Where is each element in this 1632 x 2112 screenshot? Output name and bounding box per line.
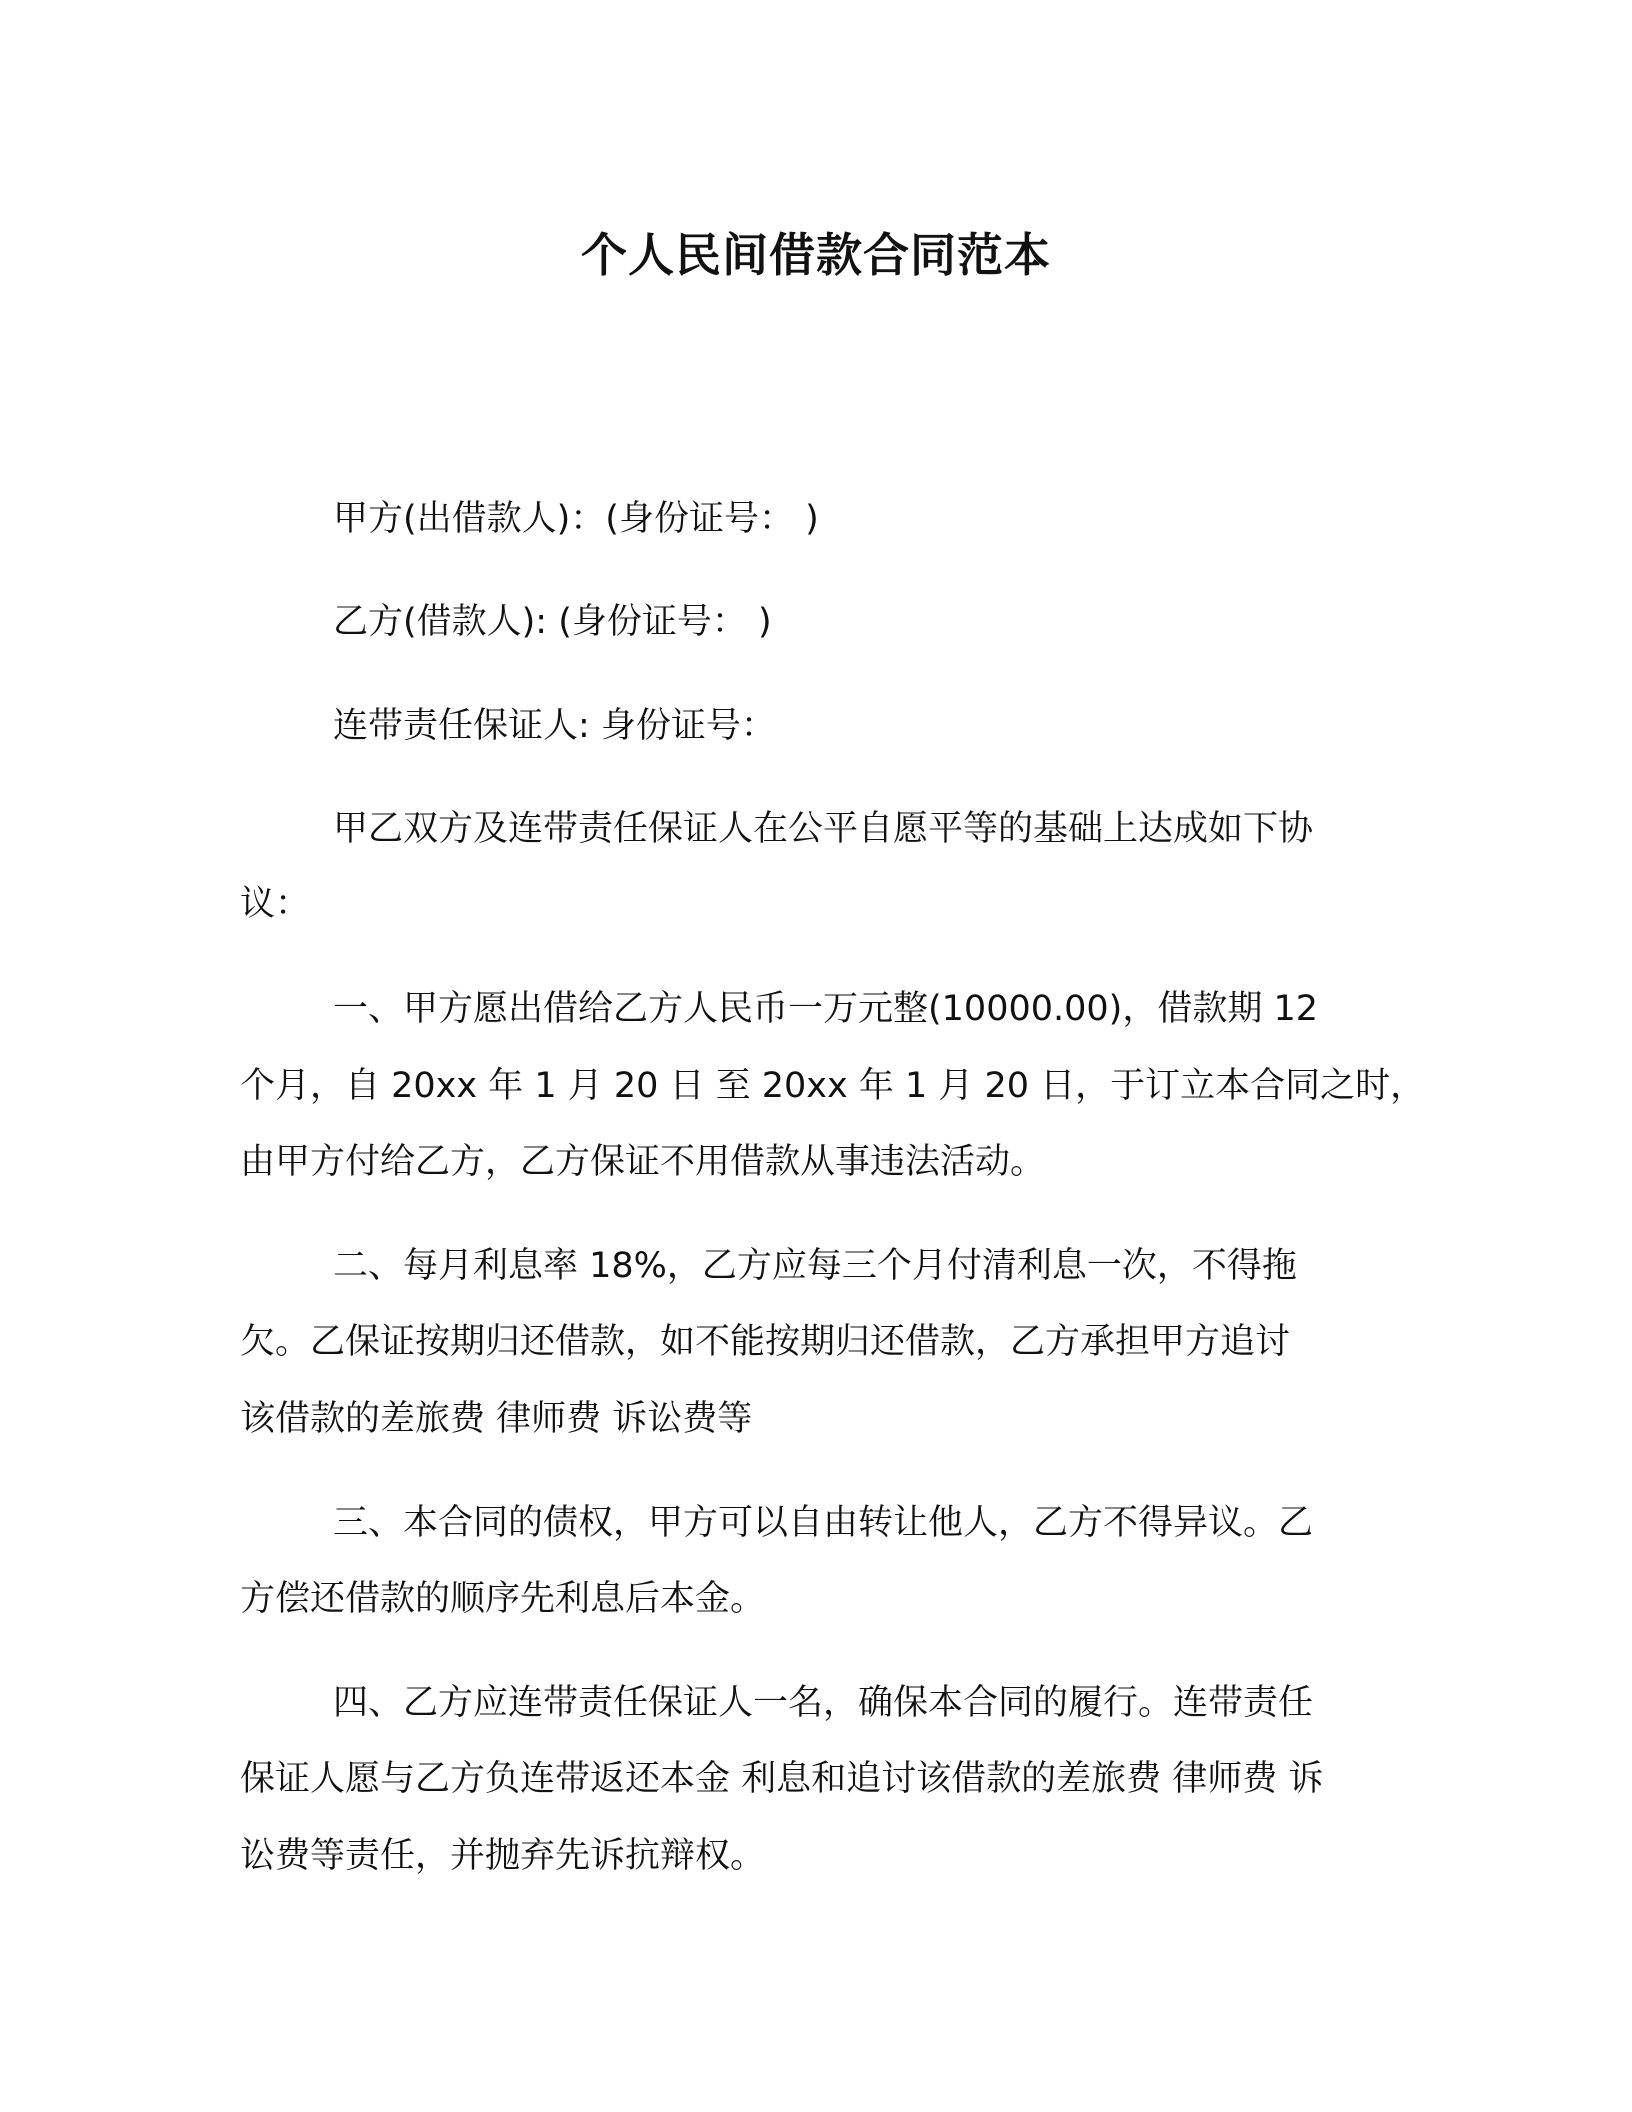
intro-line-1: 甲乙双方及连带责任保证人在公平自愿平等的基础上达成如下协 — [333, 809, 1314, 849]
clause-2-line-1: 二、每月利息率 18%，乙方应每三个月付清利息一次，不得拖 — [333, 1246, 1297, 1286]
clause-3-line-2: 方偿还借款的顺序先利息后本金。 — [240, 1579, 766, 1619]
clause-3-line-1: 三、本合同的债权，甲方可以自由转让他人，乙方不得异议。乙 — [333, 1503, 1314, 1543]
clause-2-line-2: 欠。乙保证按期归还借款，如不能按期归还借款，乙方承担甲方追讨 — [240, 1322, 1291, 1362]
clause-2-line-3: 该借款的差旅费 律师费 诉讼费等 — [240, 1399, 753, 1439]
clause-1-line-2: 个月，自 20xx 年 1 月 20 日 至 20xx 年 1 月 20 日，于订立本合同之时， — [240, 1066, 1426, 1106]
clause-4-line-2: 保证人愿与乙方负连带返还本金 利息和追讨该借款的差旅费 律师费 诉 — [240, 1759, 1324, 1799]
party-a-line: 甲方(出借款人)：(身份证号： ) — [333, 499, 819, 539]
clause-1-line-3: 由甲方付给乙方，乙方保证不用借款从事违法活动。 — [240, 1142, 1046, 1182]
document-title: 个人民间借款合同范本 — [581, 228, 1051, 282]
intro-line-2: 议： — [240, 884, 311, 924]
party-b-line: 乙方(借款人): (身份证号： ) — [333, 602, 772, 642]
clause-1-line-1: 一、甲方愿出借给乙方人民币一万元整(10000.00)，借款期 12 — [333, 989, 1318, 1029]
guarantor-line: 连带责任保证人: 身份证号： — [333, 706, 776, 746]
clause-4-line-1: 四、乙方应连带责任保证人一名，确保本合同的履行。连带责任 — [333, 1683, 1314, 1723]
clause-4-line-3: 讼费等责任，并抛弃先诉抗辩权。 — [240, 1836, 766, 1876]
